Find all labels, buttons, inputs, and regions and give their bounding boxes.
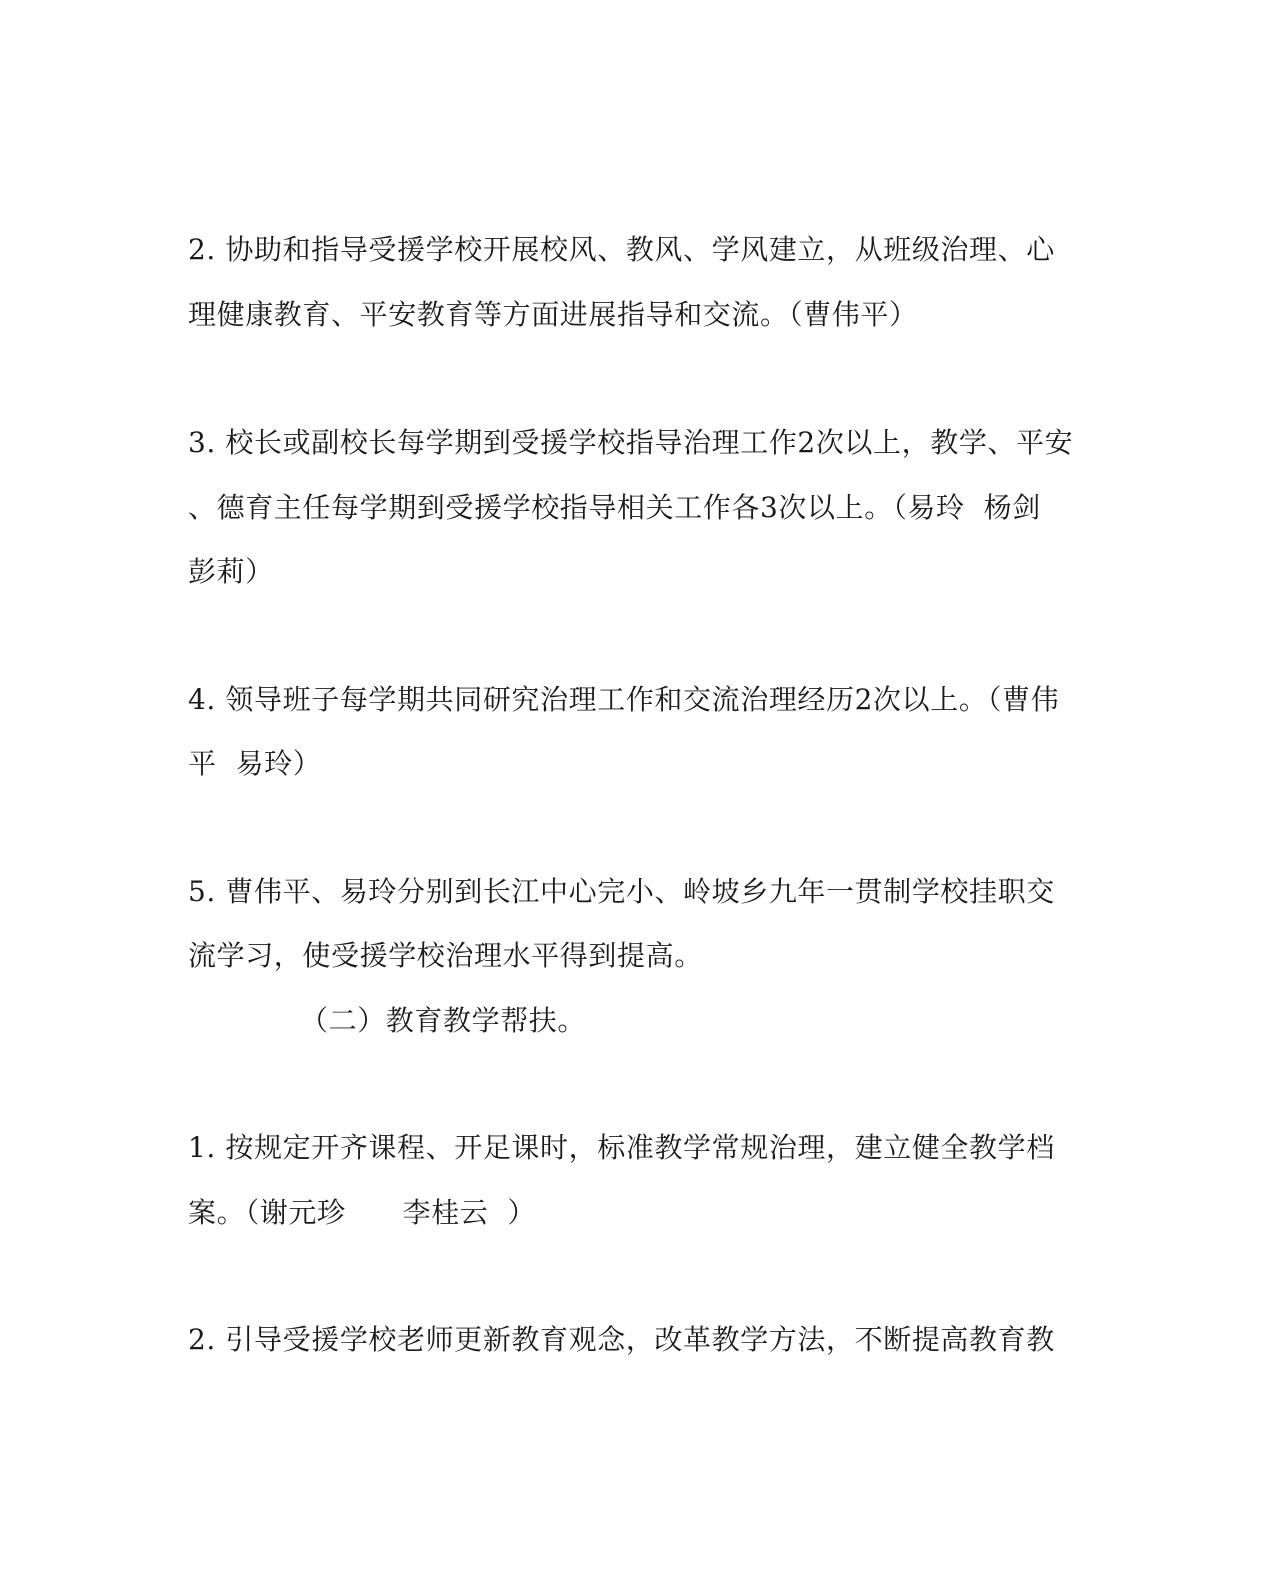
paragraph-4-line-1: 4. 领导班子每学期共同研究治理工作和交流治理经历2次以上。（曹伟: [188, 683, 1060, 716]
paragraph-3-line-1: 3. 校长或副校长每学期到受援学校指导治理工作2次以上，教学、平安: [188, 426, 1074, 459]
paragraph-3-line-2: 、德育主任每学期到受援学校指导相关工作各3次以上。（易玲 杨剑: [188, 491, 1041, 524]
section-heading: （二）教育教学帮扶。: [300, 1004, 587, 1037]
paragraph-5-line-2: 流学习，使受援学校治理水平得到提高。: [188, 939, 703, 972]
section2-paragraph-1-line-2: 案。（谢元珍 李桂云 ）: [188, 1196, 537, 1229]
paragraph-2-line-2: 理健康教育、平安教育等方面进展指导和交流。（曹伟平）: [188, 298, 918, 331]
section2-paragraph-2-line-1: 2. 引导受援学校老师更新教育观念，改革教学方法，不断提高教育教: [188, 1323, 1055, 1356]
paragraph-5-line-1: 5. 曹伟平、易玲分别到长江中心完小、岭坡乡九年一贯制学校挂职交: [188, 875, 1055, 908]
paragraph-4-line-2: 平 易玲）: [188, 747, 322, 780]
paragraph-3-line-3: 彭莉）: [188, 555, 274, 588]
paragraph-2-line-1: 2. 协助和指导受援学校开展校风、教风、学风建立，从班级治理、心: [188, 233, 1055, 266]
section2-paragraph-1-line-1: 1. 按规定开齐课程、开足课时，标准教学常规治理，建立健全教学档: [188, 1131, 1055, 1164]
